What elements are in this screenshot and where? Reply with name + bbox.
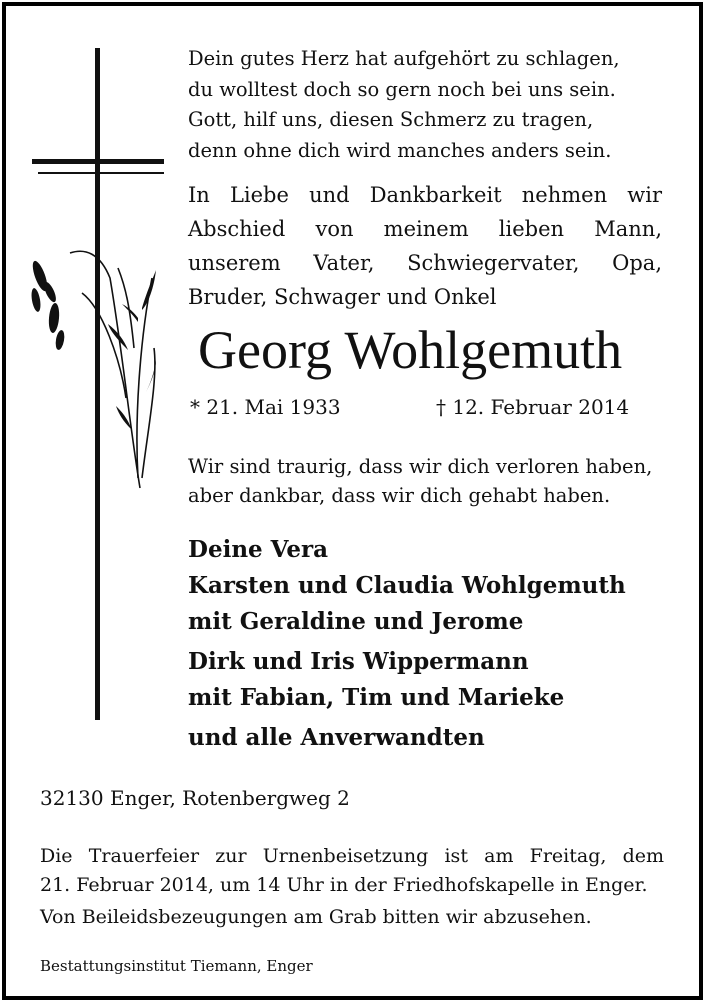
undertaker-credit: Bestattungsinstitut Tiemann, Enger <box>40 957 313 975</box>
poem-line: denn ohne dich wird manches anders sein. <box>188 138 612 162</box>
farewell-line: Bruder, Schwager und Onkel <box>188 285 497 309</box>
sadness-text <box>188 452 652 510</box>
sadness-line: Wir sind traurig, dass wir dich verloren haben, <box>188 455 653 478</box>
mourning-address: 32130 Enger, Rotenbergweg 2 <box>40 786 350 810</box>
farewell-line: Abschied von meinem lieben Mann, <box>188 217 662 241</box>
funeral-line: Von Beileidsbezeugungen am Grab bitten wir abzusehen. <box>40 906 592 928</box>
death-date: † 12. Februar 2014 <box>436 395 630 419</box>
poem-line: Gott, hilf uns, diesen Schmerz zu tragen, <box>188 108 594 131</box>
farewell-line: In Liebe und Dankbarkeit nehmen wir <box>188 183 662 207</box>
mourner-line: Deine Vera <box>188 536 329 563</box>
sadness-line: aber dankbar, dass wir dich gehabt haben. <box>188 484 611 507</box>
poem-line: Dein gutes Herz hat aufgehört zu schlagen, <box>188 47 620 70</box>
funeral-line: Die Trauerfeier zur Urnenbeisetzung ist am Freitag, dem <box>40 845 664 867</box>
cross-with-wheat-icon <box>30 48 180 728</box>
poem-line: du wolltest doch so gern noch bei uns sein. <box>188 77 616 101</box>
mourners-list <box>188 532 626 756</box>
farewell-line: unserem Vater, Schwiegervater, Opa, <box>188 251 662 275</box>
funeral-line: 21. Februar 2014, um 14 Uhr in der Friedhofskapelle in Enger. <box>40 874 648 896</box>
mourner-line: Karsten und Claudia Wohlgemuth <box>188 572 626 599</box>
mourner-line: mit Geraldine und Jerome <box>188 608 524 635</box>
funeral-info <box>40 842 664 932</box>
farewell-text <box>188 178 662 314</box>
mourner-line: mit Fabian, Tim und Marieke <box>188 684 565 711</box>
birth-date: * 21. Mai 1933 <box>190 395 341 419</box>
memorial-poem <box>188 44 620 166</box>
mourner-line: Dirk und Iris Wippermann <box>188 648 529 675</box>
deceased-name: Georg Wohlgemuth <box>198 320 623 380</box>
mourner-line: und alle Anverwandten <box>188 724 485 751</box>
